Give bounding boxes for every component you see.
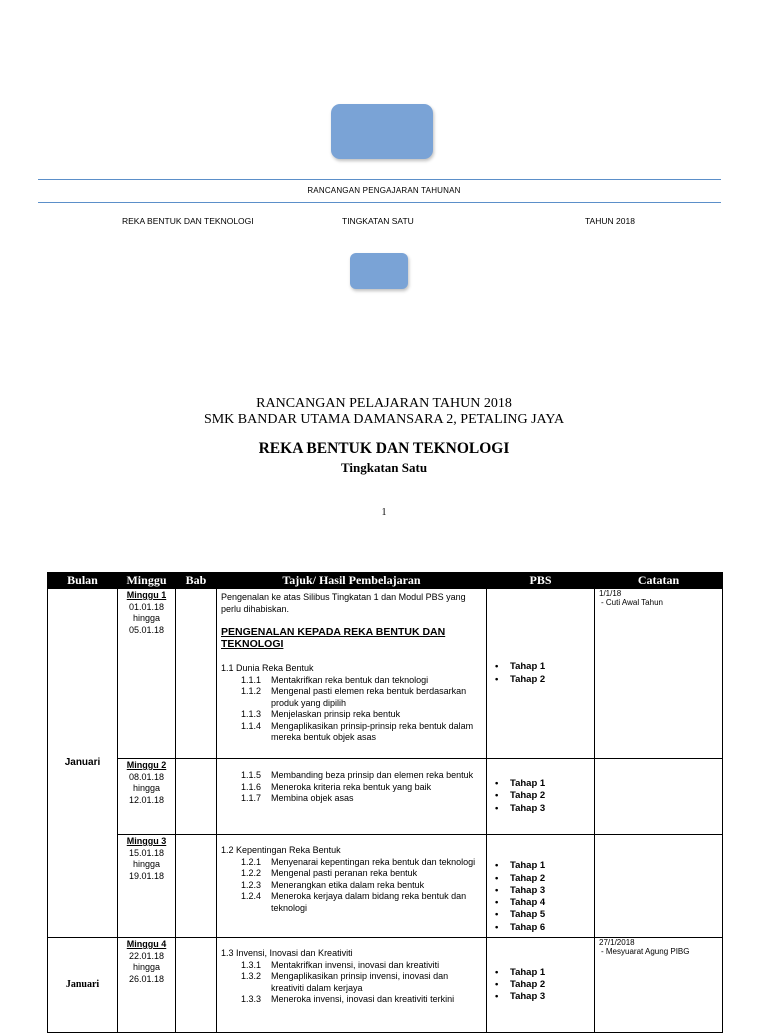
- topic-cell: [217, 938, 487, 1033]
- header-rule-top: [38, 179, 721, 180]
- pbs-level: • Tahap 3: [495, 802, 546, 814]
- pbs-cell: [487, 589, 595, 759]
- pbs-level: • Tahap 1: [495, 661, 546, 673]
- note-cell: [595, 589, 723, 759]
- week-end: 05.01.18: [128, 624, 165, 635]
- section-heading: PENGENALAN KEPADA REKA BENTUK DAN TEKNOLOGI: [221, 626, 446, 650]
- learning-outcome: 1.1.6 Meneroka kriteria reka bentuk yang baik: [241, 781, 432, 792]
- page-number: 1: [381, 507, 387, 518]
- header-title: RANCANGAN PENGAJARAN TAHUNAN: [307, 186, 461, 195]
- learning-outcome: 1.2.4 Meneroka kerjaya dalam bidang reka bentuk dan teknologi: [241, 891, 467, 913]
- note-text: - Mesyuarat Agung PIBG: [601, 947, 690, 956]
- pbs-level: • Tahap 5: [495, 909, 546, 921]
- pbs-level: • Tahap 6: [495, 921, 546, 933]
- week-name: Minggu 3: [126, 836, 167, 846]
- topic-cell: [217, 589, 487, 759]
- subtopic-title: 1.1 Dunia Reka Bentuk: [221, 663, 314, 673]
- learning-outcome: 1.3.2 Mengaplikasikan prinsip invensi, inovasi dan kreativiti dalam kerjaya: [241, 971, 449, 993]
- pbs-cell: [487, 938, 595, 1033]
- month-cell: Januari: [48, 938, 118, 1033]
- week-to: hingga: [132, 783, 161, 793]
- week-cell: [118, 835, 176, 938]
- pbs-cell: [487, 835, 595, 938]
- pbs-level: • Tahap 1: [495, 860, 546, 872]
- week-start: 01.01.18: [128, 601, 165, 612]
- chapter-cell: [176, 835, 217, 938]
- week-name: Minggu 4: [126, 939, 167, 949]
- lesson-plan-table: [47, 572, 723, 1033]
- learning-outcome: 1.3.3 Meneroka invensi, inovasi dan kreativiti terkini: [241, 994, 455, 1004]
- note-date: 27/1/2018: [599, 938, 635, 947]
- col-header-pbs: PBS: [487, 573, 595, 589]
- week-start: 08.01.18: [128, 771, 165, 782]
- note-cell: [595, 759, 723, 835]
- pbs-level: • Tahap 3: [495, 884, 546, 896]
- subtopic-title: 1.2 Kepentingan Reka Bentuk: [221, 845, 341, 855]
- learning-outcome: 1.1.2 Mengenal pasti elemen reka bentuk berdasarkan produk yang dipilih: [241, 686, 467, 708]
- logo-placeholder-small: [350, 253, 408, 289]
- col-header-bulan: Bulan: [48, 573, 118, 589]
- chapter-cell: [176, 589, 217, 759]
- topic-cell: [217, 759, 487, 835]
- chapter-cell: [176, 938, 217, 1033]
- learning-outcome: 1.1.7 Membina objek asas: [241, 793, 354, 803]
- week-end: 26.01.18: [128, 973, 165, 984]
- week-cell: [118, 759, 176, 835]
- pbs-level: • Tahap 2: [495, 790, 546, 802]
- cover-line-2: SMK BANDAR UTAMA DAMANSARA 2, PETALING JAYA: [203, 412, 565, 427]
- learning-outcome: 1.2.3 Menerangkan etika dalam reka bentuk: [241, 879, 425, 890]
- header-form: TINGKATAN SATU: [342, 216, 414, 226]
- week-to: hingga: [132, 962, 161, 972]
- pbs-level: • Tahap 1: [495, 966, 546, 978]
- topic-intro: Pengenalan ke atas Silibus Tingkatan 1 dan Modul PBS yang perlu dihabiskan.: [221, 592, 466, 614]
- pbs-level: • Tahap 2: [495, 978, 546, 990]
- note-cell: [595, 835, 723, 938]
- week-end: 19.01.18: [128, 870, 165, 881]
- topic-cell: [217, 835, 487, 938]
- table-row: [48, 835, 723, 938]
- col-header-minggu: Minggu: [118, 573, 176, 589]
- week-cell: [118, 938, 176, 1033]
- header-subject: REKA BENTUK DAN TEKNOLOGI: [122, 216, 254, 226]
- pbs-level: • Tahap 1: [495, 778, 546, 790]
- week-to: hingga: [132, 859, 161, 869]
- col-header-tajuk: Tajuk/ Hasil Pembelajaran: [217, 573, 487, 589]
- learning-outcome: 1.3.1 Mentakrifkan invensi, inovasi dan kreativiti: [241, 959, 440, 970]
- cover-line-1: RANCANGAN PELAJARAN TAHUN 2018: [256, 396, 512, 411]
- pbs-level: • Tahap 3: [495, 991, 546, 1003]
- logo-placeholder-large: [331, 104, 433, 159]
- col-header-catatan: Catatan: [595, 573, 723, 589]
- week-start: 15.01.18: [128, 847, 165, 858]
- header-year: TAHUN 2018: [585, 216, 635, 226]
- week-name: Minggu 1: [126, 590, 167, 600]
- note-cell: [595, 938, 723, 1033]
- pbs-level: • Tahap 2: [495, 673, 546, 685]
- pbs-level: • Tahap 4: [495, 897, 546, 909]
- week-end: 12.01.18: [128, 794, 165, 805]
- learning-outcome: 1.2.2 Mengenal pasti peranan reka bentuk: [241, 868, 418, 878]
- pbs-cell: [487, 759, 595, 835]
- week-cell: [118, 589, 176, 759]
- chapter-cell: [176, 759, 217, 835]
- learning-outcome: 1.2.1 Menyenarai kepentingan reka bentuk dan teknologi: [241, 856, 476, 867]
- header-rule-bottom: [38, 202, 721, 203]
- learning-outcome: 1.1.4 Mengaplikasikan prinsip-prinsip reka bentuk dalam mereka bentuk objek asas: [241, 720, 474, 742]
- table-row: [48, 759, 723, 835]
- table-header-row: [48, 573, 723, 589]
- learning-outcome: 1.1.5 Membanding beza prinsip dan elemen reka bentuk: [241, 770, 474, 780]
- table-row: [48, 938, 723, 1033]
- week-start: 22.01.18: [128, 950, 165, 961]
- week-name: Minggu 2: [126, 760, 167, 770]
- subtopic-title: 1.3 Invensi, Inovasi dan Kreativiti: [221, 948, 353, 958]
- learning-outcome: 1.1.3 Menjelaskan prinsip reka bentuk: [241, 709, 401, 719]
- cover-form: Tingkatan Satu: [340, 460, 428, 475]
- month-cell: Januari: [48, 589, 118, 938]
- pbs-level: • Tahap 2: [495, 872, 546, 884]
- week-to: hingga: [132, 613, 161, 623]
- note-date: 1/1/18: [599, 589, 622, 598]
- note-text: - Cuti Awal Tahun: [601, 598, 663, 607]
- learning-outcome: 1.1.1 Mentakrifkan reka bentuk dan teknologi: [241, 674, 429, 685]
- cover-heading: [0, 396, 768, 428]
- table-row: [48, 589, 723, 759]
- col-header-bab: Bab: [176, 573, 217, 589]
- cover-subject: REKA BENTUK DAN TEKNOLOGI: [258, 440, 510, 457]
